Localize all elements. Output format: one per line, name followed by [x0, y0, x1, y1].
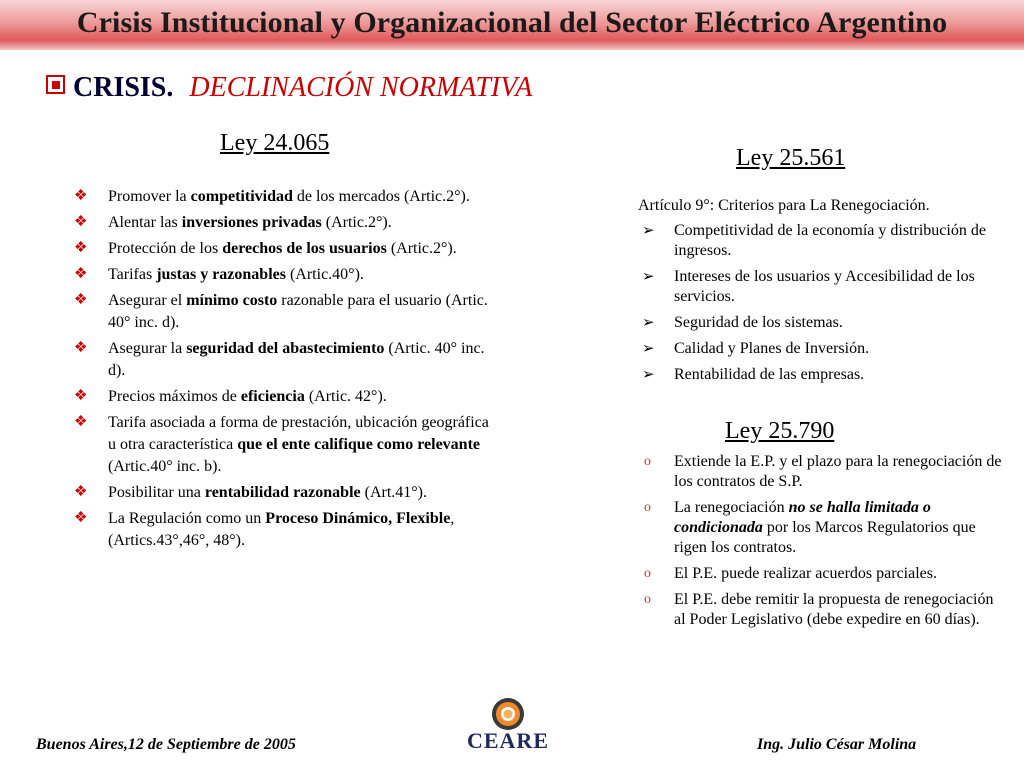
item-text: Calidad y Planes de Inversión. — [674, 340, 870, 357]
list-item — [72, 238, 492, 260]
four-diamond-bullet-icon: ❖ — [74, 214, 88, 230]
item-text: (Artic.2°). — [321, 214, 392, 231]
item-text: Tarifas — [108, 266, 157, 283]
item-text: rentabilidad razonable — [204, 484, 361, 501]
list-item — [72, 386, 492, 408]
circle-bullet-icon: o — [644, 454, 651, 469]
ceare-logo-text: CEARE — [466, 728, 549, 753]
title-bar — [0, 0, 1024, 50]
circle-bullet-icon: o — [644, 500, 651, 515]
item-text: eficiencia — [240, 388, 305, 405]
footer-author: Ing. Julio César Molina — [757, 736, 917, 753]
item-text: (Art.41°). — [360, 484, 427, 501]
item-text: inversiones privadas — [181, 214, 322, 231]
item-text: La Regulación como un — [108, 510, 266, 527]
list-item — [642, 313, 1002, 333]
ley-25790-list — [642, 452, 1004, 636]
four-diamond-bullet-icon: ❖ — [74, 340, 88, 356]
item-text: (Artic.40°). — [285, 266, 364, 283]
item-text: Extiende la E.P. y el plazo para la renegociación de los contratos de S.P. — [674, 453, 1002, 490]
four-diamond-bullet-icon: ❖ — [74, 292, 88, 308]
item-text: justas y razonables — [156, 266, 286, 283]
item-text: (Artic.2°). — [386, 240, 457, 257]
circle-bullet-icon: o — [644, 592, 651, 607]
item-text: Competitividad de la economía y distribución de ingresos. — [674, 222, 986, 259]
item-text: Intereses de los usuarios y Accesibilidad de los servicios. — [674, 268, 975, 305]
item-text: Proceso Dinámico, Flexible — [265, 510, 451, 527]
item-text: El P.E. debe remitir la propuesta de renegociación al Poder Legislativo (debe expedire en 60 días). — [674, 591, 994, 628]
list-item — [72, 508, 492, 552]
ley-24065-title: Ley 24.065 — [220, 130, 330, 156]
item-text: no se halla limitada o condicionada — [674, 499, 931, 536]
arrowhead-bullet-icon: ➢ — [642, 315, 655, 331]
ley-25790-title: Ley 25.790 — [725, 418, 835, 444]
list-item — [642, 590, 1004, 630]
four-diamond-bullet-icon: ❖ — [74, 266, 88, 282]
item-text: Asegurar el — [108, 292, 187, 309]
item-text: Alentar las — [108, 214, 182, 231]
list-item — [72, 290, 492, 334]
list-item — [642, 221, 1002, 261]
ley-25561-articulo: Artículo 9°: Criterios para La Renegociación. — [638, 197, 930, 214]
arrowhead-bullet-icon: ➢ — [642, 269, 655, 285]
list-item — [72, 482, 492, 504]
item-text: Posibilitar una — [108, 484, 205, 501]
item-text: mínimo costo — [186, 292, 278, 309]
ley-24065-list — [72, 186, 492, 556]
list-item — [642, 452, 1004, 492]
heading-declinacion: DECLINACIÓN NORMATIVA — [189, 72, 533, 103]
four-diamond-bullet-icon: ❖ — [74, 240, 88, 256]
arrowhead-bullet-icon: ➢ — [642, 341, 655, 357]
item-text: , (Artics.43°,46°, 48°). — [108, 510, 455, 549]
ceare-logo — [462, 696, 554, 756]
ceare-logo-icon — [462, 696, 554, 732]
item-text: Precios máximos de — [108, 388, 241, 405]
item-text: (Artic. 40° inc. d). — [108, 340, 485, 379]
list-item — [642, 564, 1004, 584]
arrowhead-bullet-icon: ➢ — [642, 367, 655, 383]
item-text: La renegociación — [674, 499, 789, 516]
four-diamond-bullet-icon: ❖ — [74, 510, 88, 526]
footer-date: Buenos Aires,12 de Septiembre de 2005 — [36, 736, 296, 753]
item-text: que el ente califique como relevante — [237, 436, 481, 453]
item-text: por los Marcos Regulatorios que rigen los contratos. — [674, 519, 976, 556]
four-diamond-bullet-icon: ❖ — [74, 188, 88, 204]
slide-title: Crisis Institucional y Organizacional del Sector Eléctrico Argentino — [76, 6, 948, 39]
list-item — [72, 212, 492, 234]
item-text: El P.E. puede realizar acuerdos parciales. — [674, 565, 937, 582]
list-item — [642, 365, 1002, 385]
item-text: Asegurar la — [108, 340, 187, 357]
arrowhead-bullet-icon: ➢ — [642, 223, 655, 239]
item-text: Rentabilidad de las empresas. — [674, 366, 865, 383]
item-text: (Artic.40° inc. b). — [108, 458, 222, 475]
list-item — [72, 338, 492, 382]
item-text: competitividad — [190, 188, 293, 205]
square-bullet-icon — [46, 75, 65, 94]
list-item — [642, 267, 1002, 307]
item-text: Protección de los — [108, 240, 223, 257]
list-item — [642, 339, 1002, 359]
list-item — [72, 264, 492, 286]
circle-bullet-icon: o — [644, 566, 651, 581]
item-text: Seguridad de los sistemas. — [674, 314, 843, 331]
ley-25561-title: Ley 25.561 — [736, 145, 846, 171]
item-text: Tarifa asociada a forma de prestación, ubicación geográfica u otra característica — [108, 414, 489, 453]
list-item — [72, 186, 492, 208]
four-diamond-bullet-icon: ❖ — [74, 388, 88, 404]
ley-25561-list — [642, 221, 1002, 391]
list-item — [72, 412, 492, 478]
item-text: de los mercados (Artic.2°). — [292, 188, 470, 205]
section-heading — [46, 72, 532, 104]
four-diamond-bullet-icon: ❖ — [74, 414, 88, 430]
heading-crisis: CRISIS. — [73, 72, 174, 103]
four-diamond-bullet-icon: ❖ — [74, 484, 88, 500]
item-text: seguridad del abastecimiento — [186, 340, 385, 357]
item-text: (Artic. 42°). — [304, 388, 387, 405]
item-text: derechos de los usuarios — [222, 240, 387, 257]
list-item — [642, 498, 1004, 558]
item-text: razonable para el usuario (Artic. 40° inc. d). — [108, 292, 488, 331]
item-text: Promover la — [108, 188, 191, 205]
